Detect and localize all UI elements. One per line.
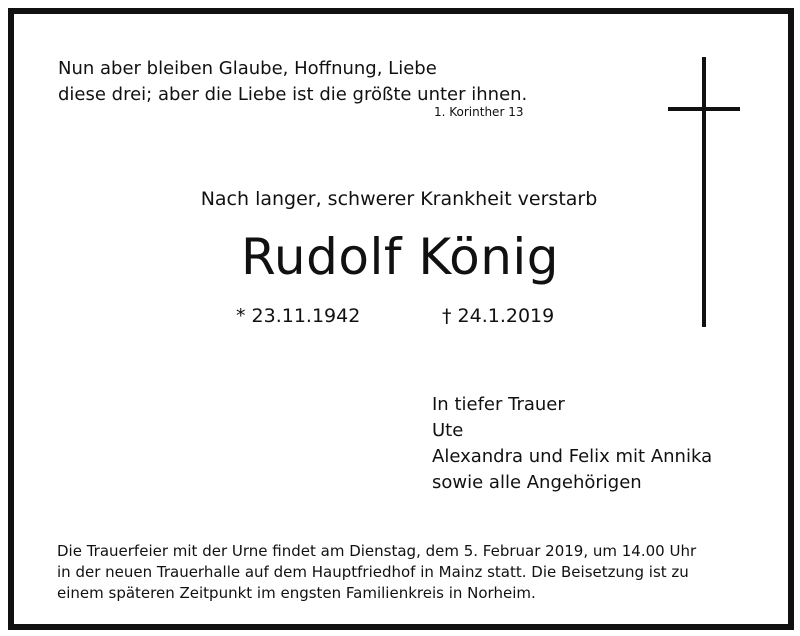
funeral-notice — [57, 541, 696, 604]
notice-line: Die Trauerfeier mit der Urne findet am Dienstag, dem 5. Februar 2019, um 14.00 Uhr — [57, 542, 697, 560]
notice-line: einem späteren Zeitpunkt im engsten Familienkreis in Norheim. — [57, 584, 536, 602]
mourners-line: In tiefer Trauer — [432, 394, 565, 415]
mourners-line: Alexandra und Felix mit Annika — [432, 446, 713, 467]
intro-label: Nach langer, schwerer Krankheit verstarb — [200, 188, 598, 210]
intro-text — [0, 188, 800, 210]
death-date: † 24.1.2019 — [442, 305, 555, 327]
deceased-name: Rudolf König — [240, 228, 560, 286]
mourners-line: sowie alle Angehörigen — [432, 472, 642, 493]
verse-source: 1. Korinther 13 — [434, 105, 524, 119]
verse-line-2: diese drei; aber die Liebe ist die größte unter ihnen. — [58, 84, 528, 105]
notice-line: in der neuen Trauerhalle auf dem Hauptfriedhof in Mainz statt. Die Beisetzung ist zu — [57, 563, 689, 581]
verse-line-1: Nun aber bleiben Glaube, Hoffnung, Liebe — [58, 58, 437, 79]
birth-date: * 23.11.1942 — [236, 305, 361, 327]
bible-verse — [58, 56, 527, 108]
mourners-line: Ute — [432, 420, 464, 441]
mourners-list — [432, 392, 712, 496]
cross-icon-crossbar — [668, 107, 740, 111]
